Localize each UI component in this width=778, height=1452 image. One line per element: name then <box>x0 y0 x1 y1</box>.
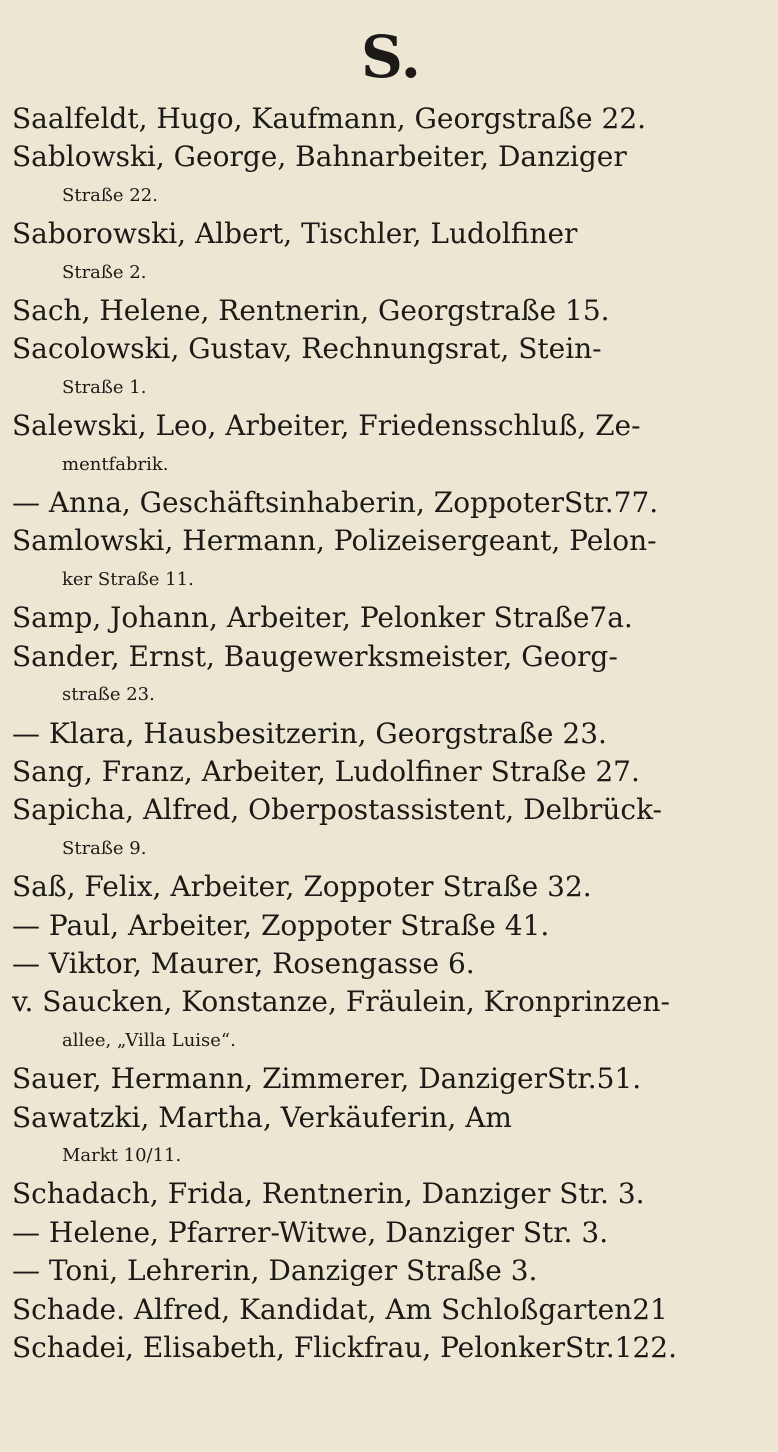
directory-entry <box>12 138 770 215</box>
entry-line: v. Saucken, Konstanze, Fräulein, Kronprinzen- <box>12 985 670 1019</box>
entry-line: — Anna, Geschäftsinhaberin, ZoppoterStr.77. <box>12 486 659 520</box>
directory-entry <box>12 868 770 906</box>
entry-line: — Klara, Hausbesitzerin, Georgstraße 23. <box>12 716 607 750</box>
directory-entry <box>12 484 770 522</box>
entry-line: Sablowski, George, Bahnarbeiter, Danziger <box>12 140 627 174</box>
entry-line: Saborowski, Albert, Tischler, Ludolfiner <box>12 217 578 251</box>
directory-entry <box>12 1214 770 1252</box>
directory-entry <box>12 638 770 715</box>
directory-entry <box>12 522 770 599</box>
section-letter-heading: S. <box>360 23 421 91</box>
entry-line: Salewski, Leo, Arbeiter, Friedensschluß, Ze- <box>12 409 641 443</box>
entry-line: Sang, Franz, Arbeiter, Ludolfiner Straße 27. <box>12 754 640 788</box>
entry-continuation-line: Straße 2. <box>62 261 147 283</box>
entry-line: Sapicha, Alfred, Oberpostassistent, Delbrück- <box>12 793 663 827</box>
entry-line: Samp, Johann, Arbeiter, Pelonker Straße7a. <box>12 601 633 635</box>
entry-continuation-line: mentfabrik. <box>62 453 169 475</box>
entry-line: — Helene, Pfarrer-Witwe, Danziger Str. 3. <box>12 1215 609 1249</box>
directory-entry <box>12 1099 770 1176</box>
entry-line: Sauer, Hermann, Zimmerer, DanzigerStr.51. <box>12 1062 642 1096</box>
entry-continuation-line: allee, „Villa Luise“. <box>62 1029 236 1051</box>
entry-line: Sawatzki, Martha, Verkäuferin, Am <box>12 1100 512 1134</box>
directory-entry <box>12 983 770 1060</box>
entry-continuation-line: ker Straße 11. <box>62 568 194 590</box>
directory-entry <box>12 1060 770 1098</box>
directory-entry <box>12 1175 770 1213</box>
entry-continuation-line: Straße 22. <box>62 184 158 206</box>
entry-line: Saalfeldt, Hugo, Kaufmann, Georgstraße 22. <box>12 102 647 135</box>
directory-entry <box>12 599 770 637</box>
directory-entry <box>12 330 770 407</box>
entry-line: — Toni, Lehrerin, Danziger Straße 3. <box>12 1254 538 1288</box>
directory-entry <box>12 1291 770 1329</box>
entry-line: Schadei, Elisabeth, Flickfrau, PelonkerStr.122. <box>12 1331 677 1364</box>
directory-entry <box>12 715 770 753</box>
entry-line: Saß, Felix, Arbeiter, Zoppoter Straße 32. <box>12 870 592 904</box>
directory-entry <box>12 100 770 138</box>
entry-line: Sach, Helene, Rentnerin, Georgstraße 15. <box>12 294 610 328</box>
entry-line: Schadach, Frida, Rentnerin, Danziger Str. 3. <box>12 1177 645 1211</box>
entry-line: Schade. Alfred, Kandidat, Am Schloßgarten21 <box>12 1292 668 1326</box>
entry-line: Sander, Ernst, Baugewerksmeister, Georg- <box>12 639 618 673</box>
directory-entry <box>12 1252 770 1290</box>
directory-entry <box>12 753 770 791</box>
directory-entry <box>12 215 770 292</box>
directory-entry <box>12 945 770 983</box>
entry-line: Sacolowski, Gustav, Rechnungsrat, Stein- <box>12 332 602 366</box>
directory-entry <box>12 407 770 484</box>
entry-continuation-line: straße 23. <box>62 684 155 706</box>
directory-entry <box>12 1329 770 1367</box>
directory-entry <box>12 791 770 868</box>
entry-continuation-line: Straße 9. <box>62 837 147 859</box>
directory-entry <box>12 292 770 330</box>
entry-line: — Viktor, Maurer, Rosengasse 6. <box>12 946 475 980</box>
entry-line: — Paul, Arbeiter, Zoppoter Straße 41. <box>12 908 550 942</box>
entry-continuation-line: Straße 1. <box>62 376 147 398</box>
entry-continuation-line: Markt 10/11. <box>62 1144 182 1166</box>
directory-entry <box>12 907 770 945</box>
entry-list <box>12 100 770 1367</box>
entry-line: Samlowski, Hermann, Polizeisergeant, Pelon- <box>12 524 657 558</box>
